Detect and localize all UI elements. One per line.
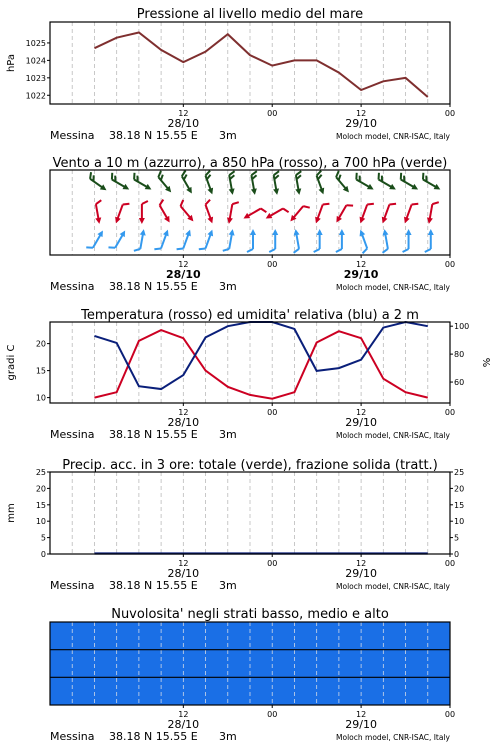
x-tick-label: 00 <box>444 260 456 269</box>
wind-barb <box>86 227 105 251</box>
wind-barb <box>113 201 129 226</box>
cloud-cell <box>175 650 201 678</box>
y-tick-label: 15 <box>35 500 46 510</box>
wind-barb <box>313 201 329 226</box>
wind-barb-flag <box>232 201 238 205</box>
wind-barb-flag <box>179 200 186 206</box>
wind-barb <box>269 229 278 252</box>
panel-wind <box>50 156 455 293</box>
wind-barb <box>419 173 443 192</box>
cloud-cell <box>275 677 301 705</box>
wind-barb-head <box>185 229 193 237</box>
wind-barb <box>242 204 266 223</box>
wind-barb-flag <box>108 245 115 251</box>
wind-barb-head <box>139 218 145 224</box>
cloud-cell <box>400 622 426 650</box>
date-label: 29/10 <box>345 416 377 429</box>
wind-barb-head <box>381 229 388 236</box>
cloud-cell <box>250 650 276 678</box>
wind-barb-flag <box>123 202 130 207</box>
y-tick-label-right: 20 <box>454 484 465 494</box>
temp_rh-title: Temperatura (rosso) ed umidita' relativa (blu) a 2 m <box>81 308 419 323</box>
x-tick-label: 00 <box>444 710 456 719</box>
wind-title: Vento a 10 m (azzurro), a 850 hPa (rosso), a 700 hPa (verde) <box>52 156 448 171</box>
wind-barb <box>374 173 398 192</box>
wind-barb-head <box>272 229 278 235</box>
wind-barb-head <box>367 184 375 192</box>
wind-barb-head <box>295 188 302 195</box>
wind-barb-head <box>229 188 236 195</box>
x-tick-label: 00 <box>267 408 278 417</box>
wind-barb <box>336 229 345 252</box>
wind-barb <box>134 228 147 252</box>
date-label: 28/10 <box>167 567 200 580</box>
wind-barb-flag <box>283 207 289 214</box>
wind-barb-head <box>339 229 345 235</box>
wind-barb <box>355 229 371 254</box>
x-tick-label: 00 <box>267 260 278 269</box>
wind-barb-flag <box>95 200 101 204</box>
panel-cloud <box>50 607 455 743</box>
wind-barb <box>156 200 175 224</box>
cloud-cell <box>150 650 176 678</box>
wind-barb-flag <box>336 249 342 252</box>
cloud-cell <box>250 677 276 705</box>
elevation-label: 3m <box>219 579 237 592</box>
cloud-cell <box>225 622 251 650</box>
wind-barb-head <box>426 217 433 224</box>
rh-ylabel: % <box>482 357 493 368</box>
wind-barb <box>154 228 170 253</box>
credit-label: Moloch model, CNR-ISAC, Italy <box>336 132 450 141</box>
precip-ylabel: mm <box>6 503 17 523</box>
wind-barb-head <box>273 188 280 195</box>
wind-barb-flag <box>389 202 396 207</box>
date-label: 29/10 <box>343 268 379 281</box>
wind-barb-head <box>145 184 153 192</box>
cloud-cell <box>75 677 101 705</box>
y-tick-label: 1025 <box>25 38 46 48</box>
y-tick-label-right: 80 <box>454 350 465 360</box>
wind-barb-flag <box>403 249 409 252</box>
x-tick-label: 12 <box>178 408 189 417</box>
temp-ylabel: gradi C <box>6 344 17 381</box>
wind-barb-flag <box>142 201 148 204</box>
y-tick-label: 10 <box>35 393 46 403</box>
coords-label: 38.18 N 15.55 E <box>109 428 198 441</box>
y-tick-label-right: 10 <box>454 517 465 527</box>
wind-barb-flag <box>154 246 161 251</box>
wind-barb-head <box>264 213 272 221</box>
wind-barb <box>178 171 197 195</box>
pressure-title: Pressione al livello medio del mare <box>136 7 364 22</box>
cloud-cell <box>425 622 451 650</box>
cloud-cell <box>325 622 351 650</box>
wind-barb-flag <box>376 173 382 180</box>
y-tick-label-right: 100 <box>454 322 470 332</box>
coords-label: 38.18 N 15.55 E <box>109 280 198 293</box>
x-tick-label: 12 <box>178 710 189 719</box>
wind-barb <box>139 201 148 224</box>
temperature-line <box>94 330 427 399</box>
elevation-label: 3m <box>219 428 237 441</box>
wind-barb-head <box>226 217 233 224</box>
cloud-cell <box>125 677 151 705</box>
x-tick-label: 12 <box>178 260 189 269</box>
cloud-cell <box>350 622 376 650</box>
cloud-cell <box>400 650 426 678</box>
wind-barb <box>130 173 154 192</box>
date-label: 28/10 <box>167 117 200 130</box>
wind-barb <box>202 200 218 225</box>
wind-barb-flag <box>412 202 419 207</box>
wind-barb-head <box>428 229 434 235</box>
wind-barb-flag <box>314 249 320 252</box>
y-tick-label-right: 25 <box>454 468 465 477</box>
date-label: 28/10 <box>167 718 200 731</box>
wind-barb <box>397 173 421 192</box>
coords-label: 38.18 N 15.55 E <box>109 730 198 743</box>
wind-barb-head <box>186 187 194 195</box>
panel-precip <box>6 458 464 592</box>
cloud-cell <box>200 622 226 650</box>
cloud-cell <box>150 677 176 705</box>
x-tick-label: 12 <box>356 559 367 568</box>
wind-barb-flag <box>273 171 279 175</box>
cloud-cell <box>375 677 401 705</box>
wind-barb-head <box>140 229 147 236</box>
cloud-cell <box>425 650 451 678</box>
x-tick-label: 12 <box>356 408 367 417</box>
wind-barb-head <box>389 184 397 192</box>
wind-barb <box>247 229 256 252</box>
wind-barb-flag <box>247 249 253 252</box>
credit-label: Moloch model, CNR-ISAC, Italy <box>336 431 450 440</box>
wind-barb-head <box>334 216 342 224</box>
wind-barb-head <box>207 229 215 237</box>
location-label: Messina <box>50 730 95 743</box>
wind-barb-head <box>97 229 105 237</box>
cloud-cell <box>200 650 226 678</box>
cloud-cell <box>175 677 201 705</box>
cloud-cell <box>150 622 176 650</box>
cloud-cell <box>50 650 76 678</box>
cloud-cell <box>350 650 376 678</box>
wind-barb-flag <box>223 248 229 252</box>
x-tick-label: 00 <box>267 559 278 568</box>
x-tick-label: 00 <box>444 109 456 118</box>
wind-barb-head <box>251 188 258 195</box>
wind-barb-flag <box>229 171 235 175</box>
wind-barb-head <box>358 217 366 225</box>
cloud-cell <box>300 650 326 678</box>
wind-barb-head <box>250 229 256 235</box>
wind-barb-flag <box>367 202 374 207</box>
wind-barb <box>108 227 127 251</box>
wind-barb-head <box>313 217 321 225</box>
location-label: Messina <box>50 129 95 142</box>
wind-barb <box>176 200 198 223</box>
pressure-line <box>94 32 427 97</box>
y-tick-label: 0 <box>40 550 46 559</box>
wind-barb-flag <box>134 248 140 252</box>
wind-barb <box>223 228 236 252</box>
wind-barb <box>199 228 215 253</box>
coords-label: 38.18 N 15.55 E <box>109 579 198 592</box>
wind-barb <box>154 171 176 194</box>
cloud-title: Nuvolosita' negli strati basso, medio e alto <box>111 607 389 622</box>
wind-barb-flag <box>420 173 426 180</box>
wind-barb-flag <box>269 249 275 252</box>
wind-barb <box>379 229 392 253</box>
precip-title: Precip. acc. in 3 ore: totale (verde), frazione solida (tratt.) <box>62 458 438 473</box>
wind-barb-flag <box>109 173 115 180</box>
wind-barb-flag <box>362 248 369 253</box>
wind-barb <box>177 228 193 253</box>
wind-barb-flag <box>261 207 267 214</box>
cloud-cell <box>50 677 76 705</box>
wind-barb-head <box>317 229 323 235</box>
panel-pressure <box>6 7 455 142</box>
cloud-cell <box>300 622 326 650</box>
wind-barb-head <box>164 216 172 224</box>
y-tick-label: 20 <box>35 339 46 349</box>
cloud-cell <box>275 650 301 678</box>
x-tick-label: 00 <box>267 109 278 118</box>
cloud-cell <box>225 677 251 705</box>
wind-barb-flag <box>432 201 438 205</box>
precip-frame <box>50 472 450 554</box>
wind-barb-flag <box>398 173 404 180</box>
pressure-frame <box>50 22 450 104</box>
cloud-cell <box>375 622 401 650</box>
wind-barb <box>352 173 376 192</box>
wind-barb-flag <box>354 173 360 180</box>
location-label: Messina <box>50 579 95 592</box>
wind-barb-head <box>402 217 410 225</box>
wind-barb <box>402 201 418 226</box>
date-label: 29/10 <box>345 718 377 731</box>
cloud-cell <box>325 650 351 678</box>
wind-barb <box>202 171 218 196</box>
pressure-ylabel: hPa <box>6 53 17 73</box>
wind-barb-flag <box>295 171 301 175</box>
cloud-cell <box>100 650 126 678</box>
wind-barb-head <box>122 184 130 192</box>
wind-barb-flag <box>177 246 184 251</box>
wind-barb <box>288 202 310 225</box>
cloud-cell <box>350 677 376 705</box>
y-tick-label: 10 <box>35 517 46 527</box>
x-tick-label: 12 <box>356 710 367 719</box>
date-label: 28/10 <box>166 268 201 281</box>
cloud-cell <box>100 677 126 705</box>
credit-label: Moloch model, CNR-ISAC, Italy <box>336 283 450 292</box>
temp_rh-frame <box>50 322 450 403</box>
wind-barb <box>358 201 374 226</box>
cloud-cell <box>75 622 101 650</box>
wind-barb-head <box>229 229 236 236</box>
y-tick-label: 1023 <box>25 73 46 83</box>
cloud-cell <box>400 677 426 705</box>
x-tick-label: 12 <box>178 109 189 118</box>
x-tick-label: 12 <box>356 260 367 269</box>
wind-barb-head <box>120 229 128 237</box>
y-tick-label: 25 <box>35 468 46 477</box>
cloud-cell <box>250 622 276 650</box>
cloud-cell <box>425 677 451 705</box>
y-tick-label: 1024 <box>25 56 46 66</box>
wind-barb-head <box>113 217 121 225</box>
date-label: 28/10 <box>167 416 200 429</box>
humidity-line <box>94 322 427 389</box>
date-label: 29/10 <box>345 567 377 580</box>
wind-barb-head <box>406 229 412 235</box>
wind-barb <box>264 204 288 223</box>
wind-barb-flag <box>303 204 310 210</box>
wind-barb-head <box>293 229 300 236</box>
credit-label: Moloch model, CNR-ISAC, Italy <box>336 733 450 742</box>
elevation-label: 3m <box>219 129 237 142</box>
cloud-cell <box>125 622 151 650</box>
wind-barb <box>314 229 323 252</box>
y-tick-label: 5 <box>40 533 46 543</box>
wind-barb-flag <box>199 246 206 251</box>
location-label: Messina <box>50 280 95 293</box>
cloud-cell <box>50 622 76 650</box>
wind-barb <box>380 201 396 226</box>
wind-barb-head <box>95 217 102 224</box>
wind-barb-head <box>319 188 327 196</box>
wind-barb-head <box>207 217 215 225</box>
wind-barb <box>332 171 354 194</box>
cloud-cell <box>225 650 251 678</box>
cloud-cell <box>75 650 101 678</box>
coords-label: 38.18 N 15.55 E <box>109 129 198 142</box>
y-tick-label-right: 0 <box>454 550 460 559</box>
cloud-cell <box>100 622 126 650</box>
wind-barb-flag <box>323 202 330 207</box>
wind-barb <box>290 229 303 253</box>
wind-barb <box>86 172 110 193</box>
wind-barb <box>425 229 434 252</box>
x-tick-label: 00 <box>267 710 278 719</box>
wind-barb <box>334 201 353 225</box>
y-tick-label-right: 15 <box>454 500 465 510</box>
y-tick-label-right: 5 <box>454 533 460 543</box>
x-tick-label: 00 <box>444 408 456 417</box>
wind-barb-flag <box>346 203 353 209</box>
cloud-cell <box>200 677 226 705</box>
cloud-cell <box>275 622 301 650</box>
wind-barb-flag <box>251 171 257 175</box>
wind-barb-head <box>380 217 388 225</box>
x-tick-label: 12 <box>178 559 189 568</box>
wind-barb-head <box>207 188 215 196</box>
credit-label: Moloch model, CNR-ISAC, Italy <box>336 582 450 591</box>
wind-barb-head <box>411 184 419 192</box>
cloud-cell <box>175 622 201 650</box>
wind-barb-head <box>434 184 442 192</box>
cloud-cell <box>125 650 151 678</box>
panel-temp_rh <box>6 308 493 441</box>
location-label: Messina <box>50 428 95 441</box>
cloud-cell <box>300 677 326 705</box>
x-tick-label: 00 <box>444 559 456 568</box>
elevation-label: 3m <box>219 280 237 293</box>
wind-barb <box>108 173 132 192</box>
y-tick-label: 15 <box>35 366 46 376</box>
wind-barb-head <box>242 213 250 221</box>
wind-barb-flag <box>425 249 431 252</box>
y-tick-label: 20 <box>35 484 46 494</box>
y-tick-label: 1022 <box>25 91 46 101</box>
cloud-cell <box>375 650 401 678</box>
wind-barb <box>403 229 412 252</box>
wind-barb-flag <box>131 173 137 180</box>
cloud-cell <box>325 677 351 705</box>
x-tick-label: 12 <box>356 109 367 118</box>
wind-barb-flag <box>86 245 93 251</box>
wind-barb <box>313 171 329 196</box>
y-tick-label-right: 60 <box>454 378 465 388</box>
wind-barb-head <box>163 229 171 237</box>
date-label: 29/10 <box>345 117 377 130</box>
elevation-label: 3m <box>219 730 237 743</box>
